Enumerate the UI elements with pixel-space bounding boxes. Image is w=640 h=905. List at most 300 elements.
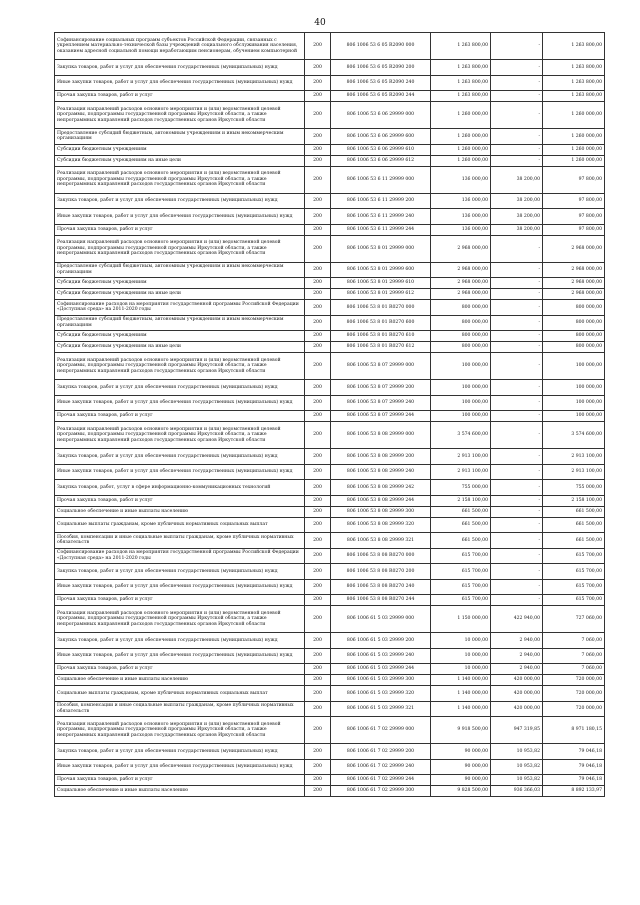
table-row bbox=[55, 648, 605, 664]
row-kbk: 806 1006 53 8 07 29999 200 bbox=[331, 380, 431, 396]
row-code: 200 bbox=[305, 278, 331, 289]
row-total: 615 700,00 bbox=[431, 579, 491, 595]
row-code: 200 bbox=[305, 759, 331, 775]
row-executed: 420 000,00 bbox=[491, 701, 543, 717]
row-code: 200 bbox=[305, 517, 331, 533]
row-total: 2 968 000,00 bbox=[431, 289, 491, 300]
table-row bbox=[55, 422, 605, 449]
row-code: 200 bbox=[305, 289, 331, 300]
table-row bbox=[55, 533, 605, 549]
row-remaining: 3 574 600,00 bbox=[543, 422, 605, 449]
row-executed: 38 200,00 bbox=[491, 166, 543, 193]
row-code: 200 bbox=[305, 648, 331, 664]
row-remaining: 661 500,00 bbox=[543, 506, 605, 517]
row-name: Прочая закупка товаров, работ и услуг bbox=[55, 775, 305, 786]
row-kbk: 806 1006 53 8 01 29999 600 bbox=[331, 262, 431, 278]
row-kbk: 806 1006 53 6 05 R2090 244 bbox=[331, 91, 431, 102]
row-name: Реализация направлений расходов основного мероприятия и (или) ведомственной целевой программы, подпрограммы государственной программы Иркутской области, а также непрограммных направлений расходов государственных органов Иркутской области bbox=[55, 102, 305, 129]
row-executed: 2 940,00 bbox=[491, 648, 543, 664]
row-executed: - bbox=[491, 129, 543, 145]
row-kbk: 806 1006 53 6 11 29999 240 bbox=[331, 209, 431, 225]
row-code: 200 bbox=[305, 606, 331, 633]
row-name: Реализация направлений расходов основного мероприятия и (или) ведомственной целевой программы, подпрограммы государственной программы Иркутской области, а также непрограммных направлений расходов государственных органов Иркутской области bbox=[55, 422, 305, 449]
row-executed: - bbox=[491, 262, 543, 278]
table-row bbox=[55, 129, 605, 145]
row-executed: - bbox=[491, 75, 543, 91]
row-executed: 420 000,00 bbox=[491, 675, 543, 686]
row-code: 200 bbox=[305, 353, 331, 380]
row-executed: - bbox=[491, 395, 543, 411]
row-code: 200 bbox=[305, 548, 331, 564]
row-remaining: 727 060,00 bbox=[543, 606, 605, 633]
row-executed: 2 940,00 bbox=[491, 664, 543, 675]
row-name: Социальное обеспечение и иные выплаты населению bbox=[55, 786, 305, 797]
row-executed: - bbox=[491, 60, 543, 76]
row-total: 2 158 100,00 bbox=[431, 495, 491, 506]
row-kbk: 806 1006 53 8 01 29999 000 bbox=[331, 235, 431, 262]
row-code: 200 bbox=[305, 315, 331, 331]
row-name: Закупка товаров, работ и услуг для обеспечения государственных (муниципальных) нужд bbox=[55, 193, 305, 209]
row-code: 200 bbox=[305, 464, 331, 480]
row-name: Закупка товаров, работ, услуг в сфере информационно-коммуникационных технологий bbox=[55, 480, 305, 496]
table-row bbox=[55, 744, 605, 760]
row-executed: - bbox=[491, 449, 543, 465]
row-remaining: 615 700,00 bbox=[543, 548, 605, 564]
row-kbk: 806 1006 61 5 03 29999 240 bbox=[331, 648, 431, 664]
row-remaining: 661 500,00 bbox=[543, 533, 605, 549]
row-name: Иные закупки товаров, работ и услуг для обеспечения государственных (муниципальных) нужд bbox=[55, 759, 305, 775]
row-remaining: 720 000,00 bbox=[543, 675, 605, 686]
budget-table-body bbox=[55, 33, 605, 797]
row-remaining: 800 000,00 bbox=[543, 300, 605, 316]
row-remaining: 100 000,00 bbox=[543, 353, 605, 380]
row-name: Социальное обеспечение и иные выплаты населению bbox=[55, 675, 305, 686]
table-row bbox=[55, 331, 605, 342]
row-name: Иные закупки товаров, работ и услуг для обеспечения государственных (муниципальных) нужд bbox=[55, 648, 305, 664]
row-remaining: 1 263 800,00 bbox=[543, 33, 605, 60]
row-executed: - bbox=[491, 353, 543, 380]
row-kbk: 806 1006 53 8 08 29999 200 bbox=[331, 449, 431, 465]
row-executed: - bbox=[491, 495, 543, 506]
row-remaining: 2 968 000,00 bbox=[543, 289, 605, 300]
table-row bbox=[55, 480, 605, 496]
row-remaining: 1 263 800,00 bbox=[543, 75, 605, 91]
row-executed: - bbox=[491, 533, 543, 549]
row-kbk: 806 1006 61 7 02 29999 300 bbox=[331, 786, 431, 797]
row-code: 200 bbox=[305, 155, 331, 166]
row-code: 200 bbox=[305, 380, 331, 396]
row-executed: - bbox=[491, 300, 543, 316]
row-name: Закупка товаров, работ и услуг для обеспечения государственных (муниципальных) нужд bbox=[55, 60, 305, 76]
row-remaining: 1 260 000,00 bbox=[543, 102, 605, 129]
row-total: 615 700,00 bbox=[431, 548, 491, 564]
row-remaining: 100 000,00 bbox=[543, 380, 605, 396]
row-remaining: 79 046,18 bbox=[543, 744, 605, 760]
row-name: Пособия, компенсации и иные социальные выплаты гражданам, кроме публичных нормативных обязательств bbox=[55, 701, 305, 717]
row-code: 200 bbox=[305, 633, 331, 649]
row-name: Закупка товаров, работ и услуг для обеспечения государственных (муниципальных) нужд bbox=[55, 744, 305, 760]
row-executed: - bbox=[491, 480, 543, 496]
row-remaining: 661 500,00 bbox=[543, 517, 605, 533]
table-row bbox=[55, 633, 605, 649]
table-row bbox=[55, 495, 605, 506]
row-remaining: 720 000,00 bbox=[543, 701, 605, 717]
row-executed: 38 200,00 bbox=[491, 224, 543, 235]
row-kbk: 806 1006 53 6 11 29999 244 bbox=[331, 224, 431, 235]
row-total: 1 263 800,00 bbox=[431, 91, 491, 102]
row-executed: 2 940,00 bbox=[491, 633, 543, 649]
row-name: Субсидии бюджетным учреждениям на иные цели bbox=[55, 342, 305, 353]
row-name: Реализация направлений расходов основного мероприятия и (или) ведомственной целевой программы, подпрограммы государственной программы Иркутской области, а также непрограммных направлений расходов государственных органов Иркутской области bbox=[55, 717, 305, 744]
row-code: 200 bbox=[305, 675, 331, 686]
row-kbk: 806 1006 61 7 02 29999 000 bbox=[331, 717, 431, 744]
row-executed: - bbox=[491, 235, 543, 262]
row-name: Иные закупки товаров, работ и услуг для обеспечения государственных (муниципальных) нужд bbox=[55, 464, 305, 480]
row-total: 9 828 500,00 bbox=[431, 786, 491, 797]
row-code: 200 bbox=[305, 166, 331, 193]
row-total: 800 000,00 bbox=[431, 300, 491, 316]
row-total: 1 263 800,00 bbox=[431, 75, 491, 91]
row-kbk: 806 1006 53 8 01 R0270 000 bbox=[331, 300, 431, 316]
row-executed: - bbox=[491, 102, 543, 129]
row-remaining: 97 800,00 bbox=[543, 166, 605, 193]
table-row bbox=[55, 209, 605, 225]
row-code: 200 bbox=[305, 775, 331, 786]
row-kbk: 806 1006 53 8 08 R0270 200 bbox=[331, 564, 431, 580]
row-total: 1 150 000,00 bbox=[431, 606, 491, 633]
row-name: Закупка товаров, работ и услуг для обеспечения государственных (муниципальных) нужд bbox=[55, 633, 305, 649]
row-kbk: 806 1006 53 8 08 R0270 244 bbox=[331, 595, 431, 606]
row-name: Иные закупки товаров, работ и услуг для обеспечения государственных (муниципальных) нужд bbox=[55, 75, 305, 91]
row-code: 200 bbox=[305, 129, 331, 145]
row-kbk: 806 1006 53 8 01 R0270 610 bbox=[331, 331, 431, 342]
row-code: 200 bbox=[305, 579, 331, 595]
row-kbk: 806 1006 53 6 05 R2090 000 bbox=[331, 33, 431, 60]
row-total: 615 700,00 bbox=[431, 595, 491, 606]
row-total: 100 000,00 bbox=[431, 353, 491, 380]
table-row bbox=[55, 786, 605, 797]
row-name: Закупка товаров, работ и услуг для обеспечения государственных (муниципальных) нужд bbox=[55, 380, 305, 396]
row-executed: 936 366,03 bbox=[491, 786, 543, 797]
row-executed: - bbox=[491, 278, 543, 289]
row-name: Реализация направлений расходов основного мероприятия и (или) ведомственной целевой программы, подпрограммы государственной программы Иркутской области, а также непрограммных направлений расходов государственных органов Иркутской области bbox=[55, 606, 305, 633]
row-code: 200 bbox=[305, 342, 331, 353]
row-executed: - bbox=[491, 91, 543, 102]
row-kbk: 806 1006 53 8 08 29999 240 bbox=[331, 464, 431, 480]
row-kbk: 806 1006 53 6 05 R2090 240 bbox=[331, 75, 431, 91]
row-code: 200 bbox=[305, 193, 331, 209]
row-remaining: 2 968 000,00 bbox=[543, 278, 605, 289]
row-remaining: 2 968 000,00 bbox=[543, 235, 605, 262]
table-row bbox=[55, 224, 605, 235]
row-name: Реализация направлений расходов основного мероприятия и (или) ведомственной целевой программы, подпрограммы государственной программы Иркутской области, а также непрограммных направлений расходов государственных органов Иркутской области bbox=[55, 166, 305, 193]
table-row bbox=[55, 464, 605, 480]
row-total: 2 968 000,00 bbox=[431, 278, 491, 289]
row-total: 1 260 000,00 bbox=[431, 155, 491, 166]
row-kbk: 806 1006 53 8 08 R0270 000 bbox=[331, 548, 431, 564]
row-name: Прочая закупка товаров, работ и услуг bbox=[55, 224, 305, 235]
row-total: 100 000,00 bbox=[431, 395, 491, 411]
table-row bbox=[55, 506, 605, 517]
table-row bbox=[55, 235, 605, 262]
row-code: 200 bbox=[305, 686, 331, 702]
table-row bbox=[55, 548, 605, 564]
row-total: 9 918 500,00 bbox=[431, 717, 491, 744]
row-remaining: 800 000,00 bbox=[543, 315, 605, 331]
row-remaining: 97 800,00 bbox=[543, 224, 605, 235]
table-row bbox=[55, 75, 605, 91]
row-executed: - bbox=[491, 595, 543, 606]
row-remaining: 2 913 100,00 bbox=[543, 464, 605, 480]
row-total: 1 263 800,00 bbox=[431, 60, 491, 76]
row-kbk: 806 1006 53 8 01 R0270 600 bbox=[331, 315, 431, 331]
row-name: Пособия, компенсации и иные социальные выплаты гражданам, кроме публичных нормативных обязательств bbox=[55, 533, 305, 549]
row-executed: - bbox=[491, 331, 543, 342]
row-name: Субсидии бюджетным учреждениям на иные цели bbox=[55, 155, 305, 166]
row-executed: - bbox=[491, 33, 543, 60]
table-row bbox=[55, 144, 605, 155]
budget-table bbox=[54, 32, 605, 797]
row-code: 200 bbox=[305, 60, 331, 76]
row-kbk: 806 1006 53 8 01 29999 610 bbox=[331, 278, 431, 289]
row-executed: - bbox=[491, 464, 543, 480]
row-code: 200 bbox=[305, 395, 331, 411]
row-name: Субсидии бюджетным учреждениям bbox=[55, 278, 305, 289]
row-kbk: 806 1006 53 8 01 R0270 612 bbox=[331, 342, 431, 353]
table-row bbox=[55, 395, 605, 411]
table-row bbox=[55, 664, 605, 675]
row-total: 90 000,00 bbox=[431, 744, 491, 760]
table-row bbox=[55, 606, 605, 633]
row-name: Предоставление субсидий бюджетным, автономным учреждениям и иным некоммерческим организациям bbox=[55, 315, 305, 331]
row-executed: - bbox=[491, 342, 543, 353]
row-kbk: 806 1006 53 8 08 29999 242 bbox=[331, 480, 431, 496]
row-remaining: 97 800,00 bbox=[543, 193, 605, 209]
row-total: 2 968 000,00 bbox=[431, 235, 491, 262]
row-kbk: 806 1006 53 6 05 R2090 200 bbox=[331, 60, 431, 76]
row-name: Социальное обеспечение и иные выплаты населению bbox=[55, 506, 305, 517]
row-total: 10 000,00 bbox=[431, 664, 491, 675]
row-kbk: 806 1006 53 8 07 29999 000 bbox=[331, 353, 431, 380]
row-name: Субсидии бюджетным учреждениям bbox=[55, 144, 305, 155]
row-name: Прочая закупка товаров, работ и услуг bbox=[55, 91, 305, 102]
row-kbk: 806 1006 53 8 07 29999 244 bbox=[331, 411, 431, 422]
table-row bbox=[55, 33, 605, 60]
row-name: Софинансирование социальных программ субъектов Российской Федерации, связанных с укреплением материально-технической базы учреждений социального обслуживания населения, оказанием адресной социальной помощи неработающим пенсионерам, обучением компьютерной bbox=[55, 33, 305, 60]
table-row bbox=[55, 315, 605, 331]
row-kbk: 806 1006 53 6 06 29999 612 bbox=[331, 155, 431, 166]
row-total: 1 140 000,00 bbox=[431, 701, 491, 717]
row-remaining: 615 700,00 bbox=[543, 595, 605, 606]
row-remaining: 1 263 800,00 bbox=[543, 91, 605, 102]
row-name: Субсидии бюджетным учреждениям на иные цели bbox=[55, 289, 305, 300]
row-executed: - bbox=[491, 422, 543, 449]
row-total: 755 000,00 bbox=[431, 480, 491, 496]
row-total: 661 500,00 bbox=[431, 517, 491, 533]
row-executed: 38 200,00 bbox=[491, 209, 543, 225]
table-row bbox=[55, 155, 605, 166]
row-name: Реализация направлений расходов основного мероприятия и (или) ведомственной целевой программы, подпрограммы государственной программы Иркутской области, а также непрограммных направлений расходов государственных органов Иркутской области bbox=[55, 353, 305, 380]
table-row bbox=[55, 262, 605, 278]
row-kbk: 806 1006 61 5 03 29999 000 bbox=[331, 606, 431, 633]
row-executed: - bbox=[491, 155, 543, 166]
row-kbk: 806 1006 53 6 11 29999 000 bbox=[331, 166, 431, 193]
row-total: 1 140 000,00 bbox=[431, 675, 491, 686]
row-name: Прочая закупка товаров, работ и услуг bbox=[55, 595, 305, 606]
row-kbk: 806 1006 53 8 07 29999 240 bbox=[331, 395, 431, 411]
table-row bbox=[55, 579, 605, 595]
row-code: 200 bbox=[305, 144, 331, 155]
row-name: Прочая закупка товаров, работ и услуг bbox=[55, 495, 305, 506]
table-row bbox=[55, 411, 605, 422]
row-code: 200 bbox=[305, 480, 331, 496]
row-total: 136 000,00 bbox=[431, 224, 491, 235]
row-executed: 420 000,00 bbox=[491, 686, 543, 702]
row-executed: - bbox=[491, 548, 543, 564]
row-total: 100 000,00 bbox=[431, 380, 491, 396]
row-code: 200 bbox=[305, 102, 331, 129]
table-row bbox=[55, 449, 605, 465]
row-remaining: 2 968 000,00 bbox=[543, 262, 605, 278]
row-kbk: 806 1006 53 6 06 29999 600 bbox=[331, 129, 431, 145]
row-kbk: 806 1006 53 8 08 29999 000 bbox=[331, 422, 431, 449]
row-code: 200 bbox=[305, 717, 331, 744]
row-name: Закупка товаров, работ и услуг для обеспечения государственных (муниципальных) нужд bbox=[55, 564, 305, 580]
row-executed: - bbox=[491, 517, 543, 533]
table-row bbox=[55, 517, 605, 533]
row-total: 136 000,00 bbox=[431, 209, 491, 225]
row-code: 200 bbox=[305, 235, 331, 262]
row-remaining: 2 158 100,00 bbox=[543, 495, 605, 506]
row-total: 1 260 000,00 bbox=[431, 129, 491, 145]
row-total: 2 913 100,00 bbox=[431, 464, 491, 480]
row-remaining: 7 060,00 bbox=[543, 664, 605, 675]
row-code: 200 bbox=[305, 224, 331, 235]
row-kbk: 806 1006 61 5 03 29999 244 bbox=[331, 664, 431, 675]
table-row bbox=[55, 775, 605, 786]
row-kbk: 806 1006 61 5 03 29999 321 bbox=[331, 701, 431, 717]
row-remaining: 800 000,00 bbox=[543, 331, 605, 342]
row-name: Реализация направлений расходов основного мероприятия и (или) ведомственной целевой программы, подпрограммы государственной программы Иркутской области, а также непрограммных направлений расходов государственных органов Иркутской области bbox=[55, 235, 305, 262]
row-code: 200 bbox=[305, 449, 331, 465]
row-code: 200 bbox=[305, 209, 331, 225]
row-executed: 38 200,00 bbox=[491, 193, 543, 209]
row-total: 90 000,00 bbox=[431, 775, 491, 786]
table-row bbox=[55, 564, 605, 580]
row-code: 200 bbox=[305, 533, 331, 549]
row-total: 90 000,00 bbox=[431, 759, 491, 775]
row-name: Иные закупки товаров, работ и услуг для обеспечения государственных (муниципальных) нужд bbox=[55, 395, 305, 411]
row-remaining: 8 892 133,97 bbox=[543, 786, 605, 797]
table-row bbox=[55, 102, 605, 129]
row-kbk: 806 1006 53 6 11 29999 200 bbox=[331, 193, 431, 209]
row-total: 800 000,00 bbox=[431, 315, 491, 331]
row-name: Социальные выплаты гражданам, кроме публичных нормативных социальных выплат bbox=[55, 686, 305, 702]
page-number: 40 bbox=[314, 18, 326, 28]
row-remaining: 79 046,18 bbox=[543, 759, 605, 775]
row-remaining: 615 700,00 bbox=[543, 579, 605, 595]
row-total: 100 000,00 bbox=[431, 411, 491, 422]
row-kbk: 806 1006 53 8 08 29999 320 bbox=[331, 517, 431, 533]
row-remaining: 100 000,00 bbox=[543, 411, 605, 422]
table-row bbox=[55, 759, 605, 775]
row-code: 200 bbox=[305, 300, 331, 316]
row-name: Предоставление субсидий бюджетным, автономным учреждениям и иным некоммерческим организациям bbox=[55, 262, 305, 278]
row-total: 1 263 800,00 bbox=[431, 33, 491, 60]
row-kbk: 806 1006 61 7 02 29999 240 bbox=[331, 759, 431, 775]
row-code: 200 bbox=[305, 91, 331, 102]
row-remaining: 79 046,18 bbox=[543, 775, 605, 786]
table-row bbox=[55, 353, 605, 380]
row-code: 200 bbox=[305, 744, 331, 760]
row-kbk: 806 1006 53 8 08 29999 300 bbox=[331, 506, 431, 517]
table-row bbox=[55, 717, 605, 744]
row-name: Иные закупки товаров, работ и услуг для обеспечения государственных (муниципальных) нужд bbox=[55, 579, 305, 595]
row-remaining: 800 000,00 bbox=[543, 342, 605, 353]
row-remaining: 97 800,00 bbox=[543, 209, 605, 225]
row-total: 2 968 000,00 bbox=[431, 262, 491, 278]
row-kbk: 806 1006 53 8 01 29999 612 bbox=[331, 289, 431, 300]
table-row bbox=[55, 289, 605, 300]
row-code: 200 bbox=[305, 664, 331, 675]
row-remaining: 615 700,00 bbox=[543, 564, 605, 580]
row-executed: - bbox=[491, 506, 543, 517]
row-total: 2 913 100,00 bbox=[431, 449, 491, 465]
row-name: Предоставление субсидий бюджетным, автономным учреждениям и иным некоммерческим организациям bbox=[55, 129, 305, 145]
row-executed: - bbox=[491, 315, 543, 331]
row-executed: 10 953,82 bbox=[491, 744, 543, 760]
row-remaining: 1 263 800,00 bbox=[543, 60, 605, 76]
row-name: Прочая закупка товаров, работ и услуг bbox=[55, 664, 305, 675]
row-total: 136 000,00 bbox=[431, 193, 491, 209]
row-kbk: 806 1006 61 7 02 29999 244 bbox=[331, 775, 431, 786]
row-total: 800 000,00 bbox=[431, 342, 491, 353]
row-total: 1 260 000,00 bbox=[431, 102, 491, 129]
row-total: 10 000,00 bbox=[431, 633, 491, 649]
row-executed: - bbox=[491, 564, 543, 580]
row-name: Субсидии бюджетным учреждениям bbox=[55, 331, 305, 342]
row-code: 200 bbox=[305, 701, 331, 717]
table-row bbox=[55, 686, 605, 702]
row-remaining: 2 913 100,00 bbox=[543, 449, 605, 465]
row-total: 3 574 600,00 bbox=[431, 422, 491, 449]
row-remaining: 8 971 180,15 bbox=[543, 717, 605, 744]
row-kbk: 806 1006 53 6 06 29999 000 bbox=[331, 102, 431, 129]
row-code: 200 bbox=[305, 331, 331, 342]
row-code: 200 bbox=[305, 33, 331, 60]
row-code: 200 bbox=[305, 422, 331, 449]
row-total: 661 500,00 bbox=[431, 533, 491, 549]
row-executed: - bbox=[491, 144, 543, 155]
row-executed: - bbox=[491, 411, 543, 422]
table-row bbox=[55, 701, 605, 717]
row-total: 136 000,00 bbox=[431, 166, 491, 193]
row-remaining: 1 260 000,00 bbox=[543, 129, 605, 145]
row-kbk: 806 1006 61 5 03 29999 320 bbox=[331, 686, 431, 702]
row-total: 800 000,00 bbox=[431, 331, 491, 342]
row-executed: 10 953,82 bbox=[491, 775, 543, 786]
table-row bbox=[55, 595, 605, 606]
row-executed: - bbox=[491, 289, 543, 300]
table-row bbox=[55, 278, 605, 289]
row-remaining: 755 000,00 bbox=[543, 480, 605, 496]
table-row bbox=[55, 60, 605, 76]
row-remaining: 1 260 000,00 bbox=[543, 144, 605, 155]
row-name: Софинансирование расходов на мероприятия государственной программы Российской Федерации «Доступная среда» на 2011-2020 годы bbox=[55, 300, 305, 316]
row-remaining: 7 060,00 bbox=[543, 648, 605, 664]
row-kbk: 806 1006 61 7 02 29999 200 bbox=[331, 744, 431, 760]
row-executed: - bbox=[491, 579, 543, 595]
